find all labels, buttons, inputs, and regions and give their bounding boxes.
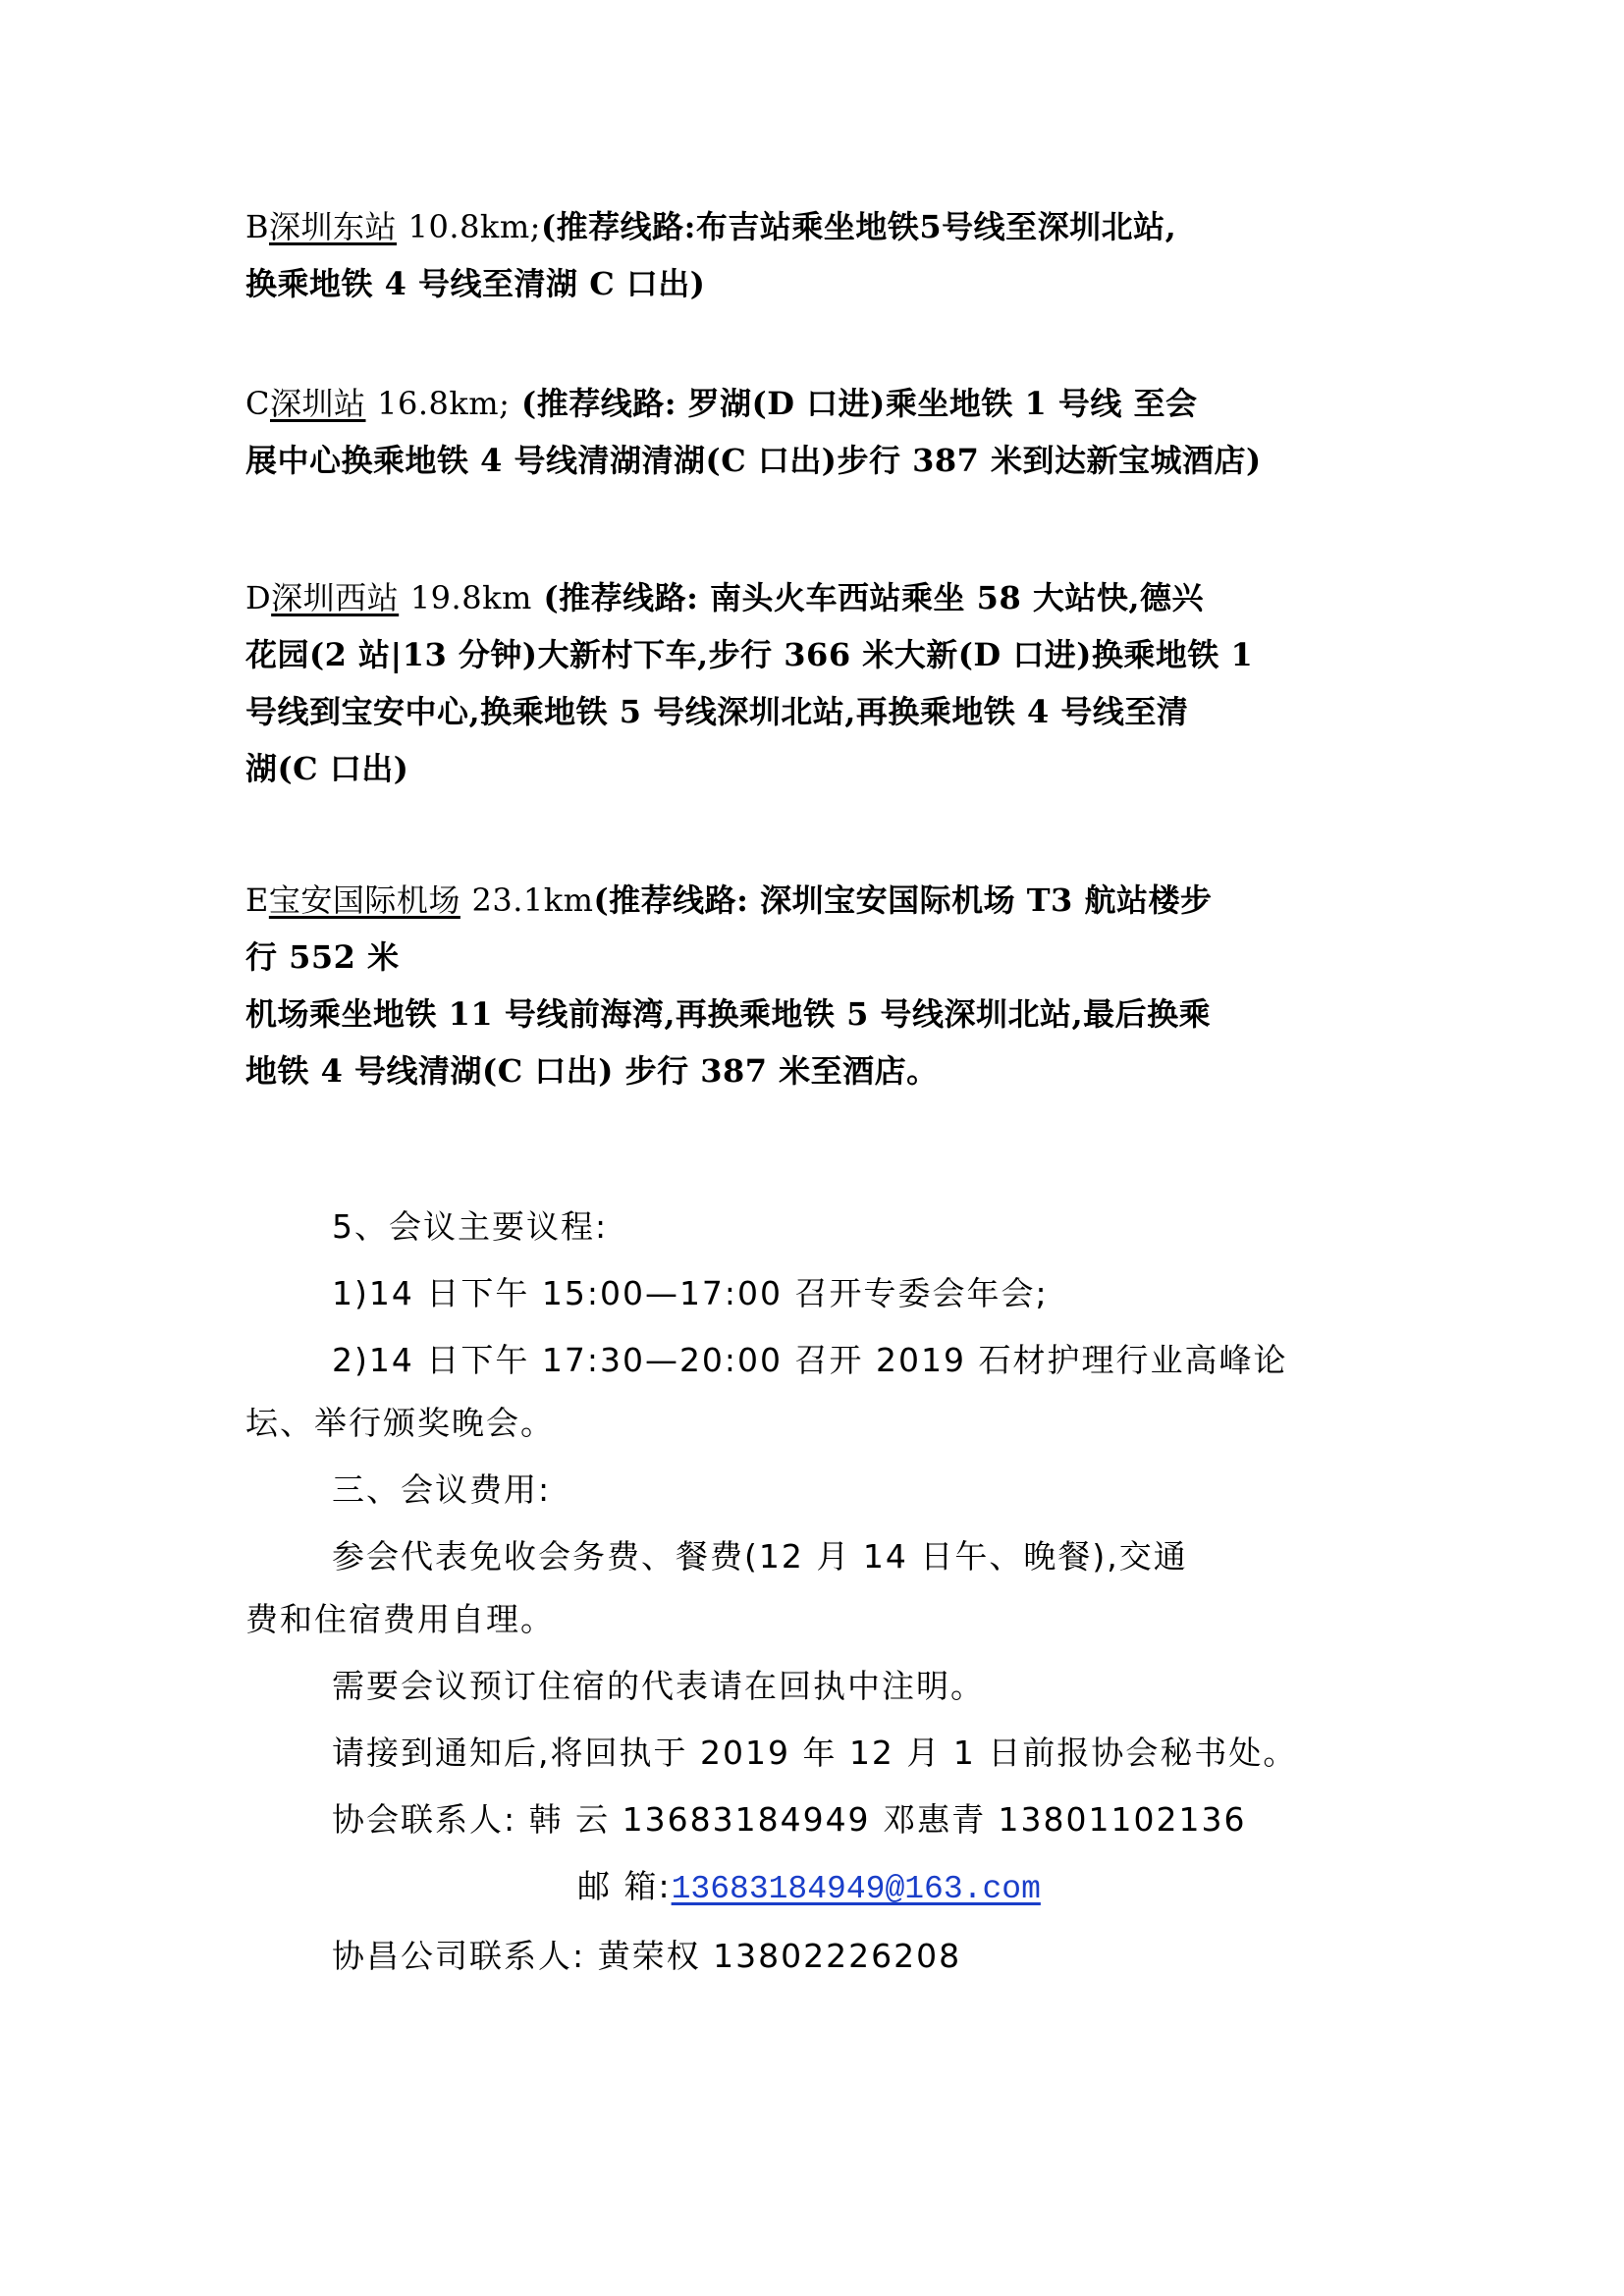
route-c-text-2: 展中心换乘地铁 4 号线清湖清湖(C 口出)步行 387 米到达新宝城酒店) [245, 442, 1262, 479]
route-d-text-1: (推荐线路: 南头火车西站乘坐 58 大站快,德兴 [531, 579, 1204, 616]
route-e-station: 宝安国际机场 [268, 881, 460, 919]
route-c-line-1 [245, 375, 1394, 432]
route-b-station: 深圳东站 [269, 208, 398, 245]
company-contact-label: 协昌公司联系人: [332, 1937, 586, 1975]
route-b-distance: 10.8km; [407, 208, 541, 245]
route-d-line-1 [245, 569, 1394, 626]
route-d-code: D [245, 579, 272, 616]
route-b [245, 198, 1394, 312]
route-c-text-1: (推荐线路: 罗湖(D 口进)乘坐地铁 1 号线 至会 [510, 385, 1198, 422]
route-c-station: 深圳站 [269, 385, 366, 422]
route-d-text-4: 湖(C 口出) [245, 750, 409, 787]
route-b-text-1: (推荐线路:布吉站乘坐地铁5号线至深圳北站, [540, 208, 1177, 245]
route-e-text-3: 机场乘坐地铁 11 号线前海湾,再换乘地铁 5 号线深圳北站,最后换乘 [245, 995, 1212, 1033]
association-contact-1: 韩 云 13683184949 [528, 1800, 871, 1839]
route-b-code: B [245, 208, 270, 245]
route-e-code: E [245, 881, 269, 919]
route-e [245, 872, 1394, 1099]
route-c-code: C [245, 385, 270, 422]
association-contact-label: 协会联系人: [332, 1800, 517, 1839]
route-c-distance: 16.8km; [377, 385, 511, 422]
route-d [245, 569, 1394, 797]
agenda-section [245, 1198, 1394, 1986]
deadline-note: 请接到通知后,将回执于 2019 年 12 月 1 日前报协会秘书处。 [332, 1734, 1298, 1772]
route-d-distance: 19.8km [409, 579, 532, 616]
route-e-line-1 [245, 872, 1394, 929]
agenda-heading: 5、会议主要议程: [332, 1207, 609, 1246]
route-b-text-2: 换乘地铁 4 号线至清湖 C 口出) [245, 265, 706, 302]
fees-heading: 三、会议费用: [332, 1470, 552, 1509]
agenda-item-1: 1)14 日下午 15:00—17:00 召开专委会年会; [332, 1274, 1049, 1312]
route-b-line-1 [245, 198, 1394, 255]
agenda-item-2-cont: 坛、举行颁奖晚会。 [245, 1404, 555, 1442]
route-d-station: 深圳西站 [271, 579, 400, 616]
route-e-text-4: 地铁 4 号线清湖(C 口出) 步行 387 米至酒店。 [245, 1052, 939, 1090]
email-link[interactable]: 13683184949@163.com [671, 1871, 1041, 1907]
route-d-text-3: 号线到宝安中心,换乘地铁 5 号线深圳北站,再换乘地铁 4 号线至清 [245, 693, 1189, 730]
route-c [245, 375, 1394, 489]
agenda-item-2: 2)14 日下午 17:30—20:00 召开 2019 石材护理行业高峰论 [332, 1341, 1288, 1379]
route-d-text-2: 花园(2 站|13 分钟)大新村下车,步行 366 米大新(D 口进)换乘地铁 1 [245, 636, 1254, 673]
fees-line-1: 参会代表免收会务费、餐费(12 月 14 日午、晚餐),交通 [332, 1537, 1188, 1575]
fees-line-2: 费和住宿费用自理。 [245, 1600, 555, 1638]
route-e-distance: 23.1km [471, 881, 594, 919]
company-contact [245, 1927, 1394, 1986]
route-e-text-2: 行 552 米 [245, 938, 400, 976]
email-line [245, 1857, 1394, 1919]
association-contacts [245, 1790, 1394, 1849]
email-label: 邮 箱: [577, 1867, 672, 1905]
lodging-note: 需要会议预订住宿的代表请在回执中注明。 [332, 1667, 985, 1705]
route-e-text-1: (推荐线路: 深圳宝安国际机场 T3 航站楼步 [593, 881, 1213, 919]
association-contact-2: 邓惠青 13801102136 [883, 1800, 1247, 1839]
company-contact-person: 黄荣权 13802226208 [597, 1937, 962, 1975]
